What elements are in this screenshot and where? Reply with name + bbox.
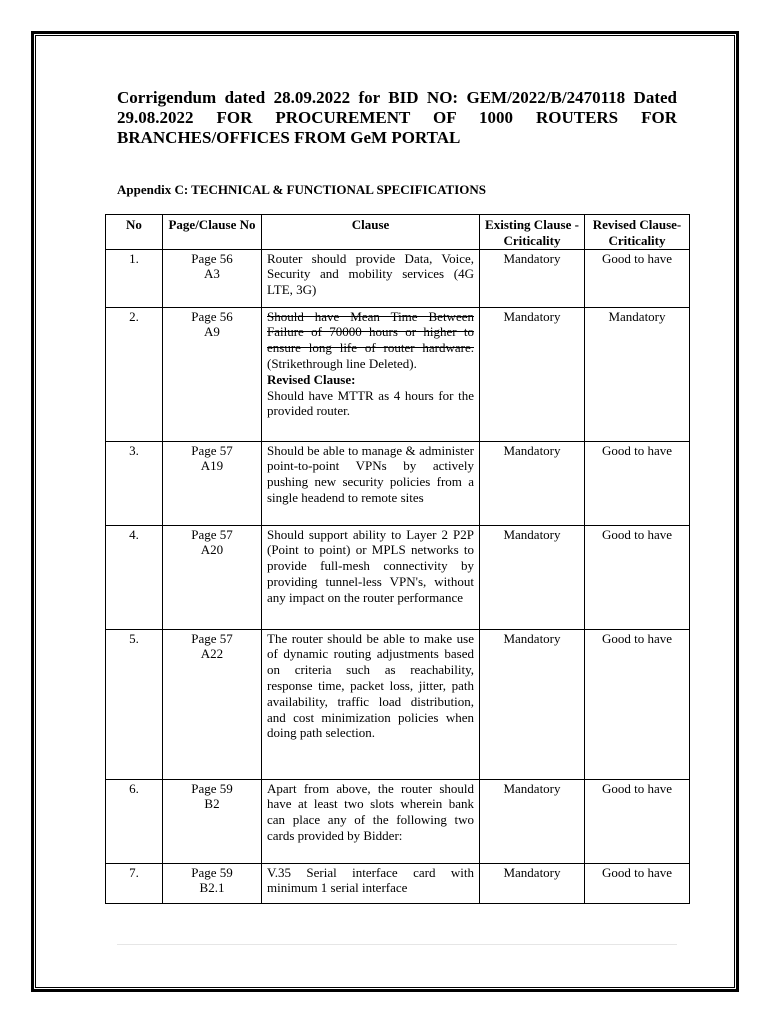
- row-page: [163, 441, 262, 525]
- row-no: 3.: [106, 441, 163, 525]
- row-clause: Apart from above, the router should have at least two slots wherein bank can place any of the following two cards provided by Bidder:: [262, 779, 480, 863]
- row-no: 4.: [106, 525, 163, 629]
- footer-divider: [117, 944, 677, 945]
- row-clause: Should support ability to Layer 2 P2P (Point to point) or MPLS networks to provide full-mesh connectivity by providing tunnel-less VPN's, without any impact on the router performance: [262, 525, 480, 629]
- row-page: [163, 307, 262, 441]
- table-row: [106, 629, 690, 779]
- row-page: [163, 863, 262, 903]
- table-row: [106, 863, 690, 903]
- row-existing: Mandatory: [480, 779, 585, 863]
- clause-ref: B2.1: [199, 880, 225, 896]
- strikethrough-note: (Strikethrough line Deleted).: [267, 355, 417, 371]
- document-heading: Corrigendum dated 28.09.2022 for BID NO: GEM/2022/B/2470118 Dated 29.08.2022 FOR PROCUREMENT OF 1000 ROUTERS FOR BRANCHES/OFFICES FROM GeM PORTAL: [117, 88, 677, 147]
- row-clause: V.35 Serial interface card with minimum 1 serial interface: [262, 863, 480, 903]
- page-number: Page 59: [191, 864, 233, 880]
- row-revised: Good to have: [585, 525, 690, 629]
- clause-ref: A22: [200, 646, 224, 662]
- row-existing: Mandatory: [480, 441, 585, 525]
- revised-clause-label: Revised Clause:: [267, 371, 356, 387]
- row-existing: Mandatory: [480, 249, 585, 307]
- row-existing: Mandatory: [480, 863, 585, 903]
- row-revised: Good to have: [585, 441, 690, 525]
- row-no: 6.: [106, 779, 163, 863]
- row-clause: Should be able to manage & administer point-to-point VPNs by actively pushing new security policies from a single headend to remote sites: [262, 441, 480, 525]
- page-number: Page 57: [191, 442, 233, 458]
- clause-ref: A9: [204, 324, 220, 340]
- table-row: [106, 249, 690, 307]
- specifications-table: [105, 214, 690, 904]
- header-page: Page/Clause No: [163, 215, 262, 250]
- header-clause: Clause: [262, 215, 480, 250]
- row-revised: Good to have: [585, 629, 690, 779]
- row-existing: Mandatory: [480, 525, 585, 629]
- row-no: 2.: [106, 307, 163, 441]
- row-existing: Mandatory: [480, 629, 585, 779]
- table-row: [106, 779, 690, 863]
- page-number: Page 56: [191, 250, 233, 266]
- clause-ref: A3: [204, 266, 220, 282]
- clause-ref: A20: [200, 542, 224, 558]
- row-clause: Router should provide Data, Voice, Security and mobility services (4G LTE, 3G): [262, 249, 480, 307]
- page-number: Page 57: [191, 526, 233, 542]
- row-page: [163, 779, 262, 863]
- revised-clause-text: Should have MTTR as 4 hours for the provided router.: [267, 387, 474, 419]
- row-no: 7.: [106, 863, 163, 903]
- row-revised: Good to have: [585, 779, 690, 863]
- appendix-title: Appendix C: TECHNICAL & FUNCTIONAL SPECIFICATIONS: [117, 182, 487, 197]
- row-revised: Good to have: [585, 863, 690, 903]
- row-page: [163, 629, 262, 779]
- row-revised: Good to have: [585, 249, 690, 307]
- table-row: [106, 525, 690, 629]
- deleted-clause-text: Should have Mean Time Between Failure of 70000 hours or higher to ensure long life of router hardware.: [267, 308, 474, 356]
- page-number: Page 56: [191, 308, 233, 324]
- row-no: 5.: [106, 629, 163, 779]
- table-row: [106, 307, 690, 441]
- clause-ref: B2: [204, 796, 220, 812]
- row-no: 1.: [106, 249, 163, 307]
- row-revised: Mandatory: [585, 307, 690, 441]
- table-header-row: [106, 215, 690, 250]
- header-existing: Existing Clause - Criticality: [480, 215, 585, 250]
- table-row: [106, 441, 690, 525]
- header-revised: Revised Clause- Criticality: [585, 215, 690, 250]
- row-page: [163, 525, 262, 629]
- clause-ref: A19: [200, 458, 224, 474]
- page-number: Page 59: [191, 780, 233, 796]
- row-clause: The router should be able to make use of dynamic routing adjustments based on criteria such as reachability, response time, packet loss, jitter, path availability, traffic load distribution, and cost minimization policies when doing path selection.: [262, 629, 480, 779]
- row-existing: Mandatory: [480, 307, 585, 441]
- header-no: No: [106, 215, 163, 250]
- row-clause: [262, 307, 480, 441]
- page-number: Page 57: [191, 630, 233, 646]
- row-page: [163, 249, 262, 307]
